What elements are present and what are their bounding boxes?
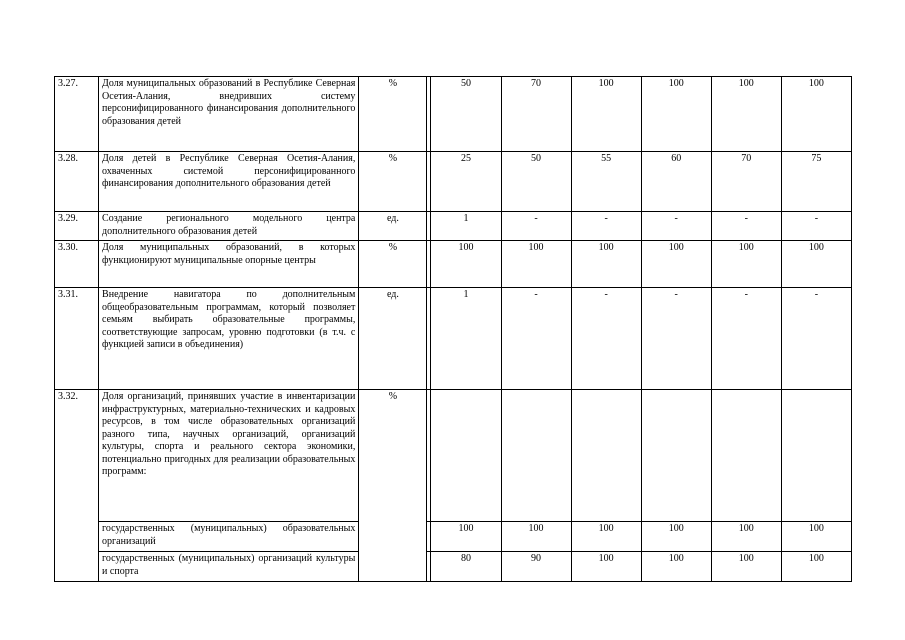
value-cell: 100 <box>571 77 641 152</box>
value-cell <box>431 390 501 522</box>
table-row <box>55 390 852 522</box>
value-cell: - <box>711 212 781 241</box>
row-number: 3.28. <box>55 152 99 212</box>
value-cell: 50 <box>431 77 501 152</box>
row-number: 3.32. <box>55 390 99 582</box>
value-cell: 100 <box>641 241 711 288</box>
value-cell: 100 <box>571 552 641 582</box>
value-cell: 25 <box>431 152 501 212</box>
row-description: Доля муниципальных образований в Республике Северная Осетия-Алания, внедривших систему персонифицированного финансирования дополнительного образования детей <box>99 77 359 152</box>
value-cell <box>571 390 641 522</box>
row-unit: ед. <box>359 212 427 241</box>
value-cell: 100 <box>571 522 641 552</box>
table-row <box>55 288 852 390</box>
table-row <box>55 77 852 152</box>
indicator-table <box>54 76 852 582</box>
row-description: Доля организаций, принявших участие в инвентаризации инфраструктурных, материально-технических и кадровых ресурсов, в том числе образовательных организаций разного типа, научных организаций, организаций культуры, спорта и реального сектора экономики, потенциально пригодных для реализации образовательных программ: <box>99 390 359 522</box>
value-cell: - <box>781 288 851 390</box>
value-cell <box>501 390 571 522</box>
value-cell: 100 <box>641 552 711 582</box>
value-cell: 100 <box>711 552 781 582</box>
row-unit: % <box>359 77 427 152</box>
value-cell: - <box>501 288 571 390</box>
value-cell: 100 <box>711 522 781 552</box>
value-cell: 100 <box>641 522 711 552</box>
value-cell: 50 <box>501 152 571 212</box>
value-cell: - <box>571 212 641 241</box>
value-cell: - <box>711 288 781 390</box>
table-row <box>55 152 852 212</box>
value-cell: 100 <box>501 241 571 288</box>
row-description: Создание регионального модельного центра дополнительного образования детей <box>99 212 359 241</box>
table-row <box>55 241 852 288</box>
value-cell: 100 <box>641 77 711 152</box>
value-cell: 90 <box>501 552 571 582</box>
value-cell: 100 <box>431 241 501 288</box>
value-cell: 70 <box>711 152 781 212</box>
table-subrow <box>55 552 852 582</box>
subrow-description: государственных (муниципальных) образовательных организаций <box>99 522 359 552</box>
value-cell: 100 <box>711 241 781 288</box>
row-unit: % <box>359 390 427 582</box>
row-unit: % <box>359 241 427 288</box>
row-description: Доля детей в Республике Северная Осетия-Алания, охваченных системой персонифицированного финансирования дополнительного образования детей <box>99 152 359 212</box>
value-cell: 55 <box>571 152 641 212</box>
row-number: 3.27. <box>55 77 99 152</box>
value-cell: 100 <box>781 77 851 152</box>
value-cell: 60 <box>641 152 711 212</box>
value-cell <box>641 390 711 522</box>
value-cell <box>781 390 851 522</box>
value-cell: 1 <box>431 288 501 390</box>
value-cell: 80 <box>431 552 501 582</box>
row-number: 3.29. <box>55 212 99 241</box>
value-cell: 100 <box>571 241 641 288</box>
value-cell: 100 <box>501 522 571 552</box>
value-cell: 100 <box>711 77 781 152</box>
table-row <box>55 212 852 241</box>
value-cell: - <box>501 212 571 241</box>
value-cell: 75 <box>781 152 851 212</box>
value-cell: 100 <box>781 522 851 552</box>
value-cell: 100 <box>781 552 851 582</box>
subrow-description: государственных (муниципальных) организаций культуры и спорта <box>99 552 359 582</box>
value-cell: 70 <box>501 77 571 152</box>
row-number: 3.31. <box>55 288 99 390</box>
table-subrow <box>55 522 852 552</box>
value-cell: 100 <box>781 241 851 288</box>
value-cell: 100 <box>431 522 501 552</box>
value-cell: - <box>641 212 711 241</box>
row-description: Внедрение навигатора по дополнительным общеобразовательным программам, который позволяет семьям выбирать образовательные программы, соответствующие запросам, уровню подготовки (в т.ч. с функцией записи в объединения) <box>99 288 359 390</box>
value-cell <box>711 390 781 522</box>
row-number: 3.30. <box>55 241 99 288</box>
row-unit: ед. <box>359 288 427 390</box>
value-cell: - <box>571 288 641 390</box>
row-unit: % <box>359 152 427 212</box>
value-cell: - <box>781 212 851 241</box>
row-description: Доля муниципальных образований, в которых функционируют муниципальные опорные центры <box>99 241 359 288</box>
value-cell: - <box>641 288 711 390</box>
value-cell: 1 <box>431 212 501 241</box>
